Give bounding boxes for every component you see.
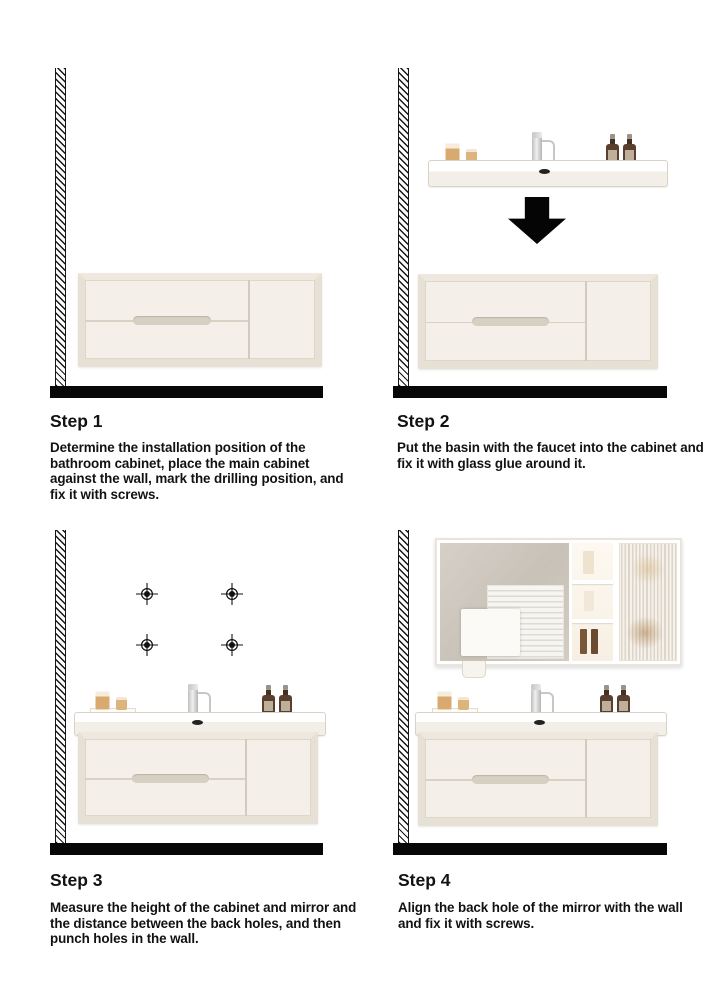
bottle-label (281, 701, 290, 711)
cabinet-front (425, 739, 651, 818)
wall-hatch (398, 68, 409, 386)
wall-hatch (55, 68, 66, 386)
faucet-icon (525, 131, 559, 163)
vanity-cabinet (418, 732, 658, 826)
cabinet-front (425, 281, 651, 361)
open-shelves (572, 543, 613, 661)
drawer-handle (132, 774, 209, 783)
cabinet-front (85, 739, 311, 816)
step-description: Determine the installation position of the bathroom cabinet, place the main cabinet against the wall, mark the drilling position, and fix it with screws. (50, 440, 344, 503)
shelf-item (591, 629, 598, 654)
floor-bar (50, 386, 323, 398)
candle-cup-large (437, 691, 452, 710)
step-title: Step 3 (50, 870, 103, 890)
step-title: Step 1 (50, 411, 103, 431)
drawer-handle (472, 317, 549, 326)
shelf (572, 580, 613, 584)
drill-target-icon (221, 634, 243, 656)
step-description: Put the basin with the faucet into the cabinet and fix it with glass glue around it. (397, 440, 704, 471)
wall-hatch (55, 530, 66, 843)
hanging-cup (462, 661, 486, 678)
bottle-label (602, 701, 611, 711)
shelf-item (583, 551, 595, 573)
candle-cups (90, 689, 136, 714)
drill-target-icon (221, 583, 243, 605)
down-arrow-icon (508, 197, 566, 244)
step-title: Step 2 (397, 411, 450, 431)
vanity-cabinet (78, 273, 322, 367)
faucet-icon (181, 683, 215, 715)
step-description: Measure the height of the cabinet and mirror and the distance between the back holes, and then punch holes in the wall. (50, 900, 357, 947)
shelf-item (580, 629, 587, 654)
vanity-cabinet (418, 274, 658, 369)
faucet-body (188, 688, 198, 715)
cabinet-door-divider (585, 739, 587, 818)
shelf (572, 619, 613, 623)
candle-cups (432, 689, 478, 714)
drill-target-icon (136, 583, 158, 605)
faucet-body (531, 688, 541, 715)
step-description: Align the back hole of the mirror with the wall and fix it with screws. (398, 900, 683, 931)
cabinet-door-divider (585, 281, 587, 361)
basin-countertop (428, 160, 668, 187)
fluted-glass-door (619, 543, 677, 661)
drawer-handle (133, 316, 211, 325)
bottle-label (625, 150, 634, 160)
overflow-hole (539, 169, 550, 174)
overflow-hole (192, 720, 203, 725)
bottle-label (608, 150, 617, 160)
cabinet-front (85, 280, 315, 359)
bottle-label (619, 701, 628, 711)
wall-hatch (398, 530, 409, 843)
cabinet-door-divider (248, 280, 250, 359)
bottle-label (264, 701, 273, 711)
faucet-body (532, 136, 542, 163)
floor-bar (393, 386, 667, 398)
drill-target-icon (136, 634, 158, 656)
candle-cup-small (458, 697, 469, 710)
step-title: Step 4 (398, 870, 451, 890)
mirror-surface (440, 543, 569, 661)
vanity-cabinet (78, 732, 318, 824)
drawer-handle (472, 775, 549, 784)
floor-bar (50, 843, 323, 855)
shelf-item (584, 591, 594, 611)
cabinet-door-divider (245, 739, 247, 816)
floor-bar (393, 843, 667, 855)
towel-reflection (461, 609, 520, 656)
candle-cup-small (116, 697, 127, 710)
faucet-icon (524, 683, 558, 715)
mirror-cabinet (435, 538, 682, 666)
candle-cup-large (95, 691, 110, 710)
overflow-hole (534, 720, 545, 725)
